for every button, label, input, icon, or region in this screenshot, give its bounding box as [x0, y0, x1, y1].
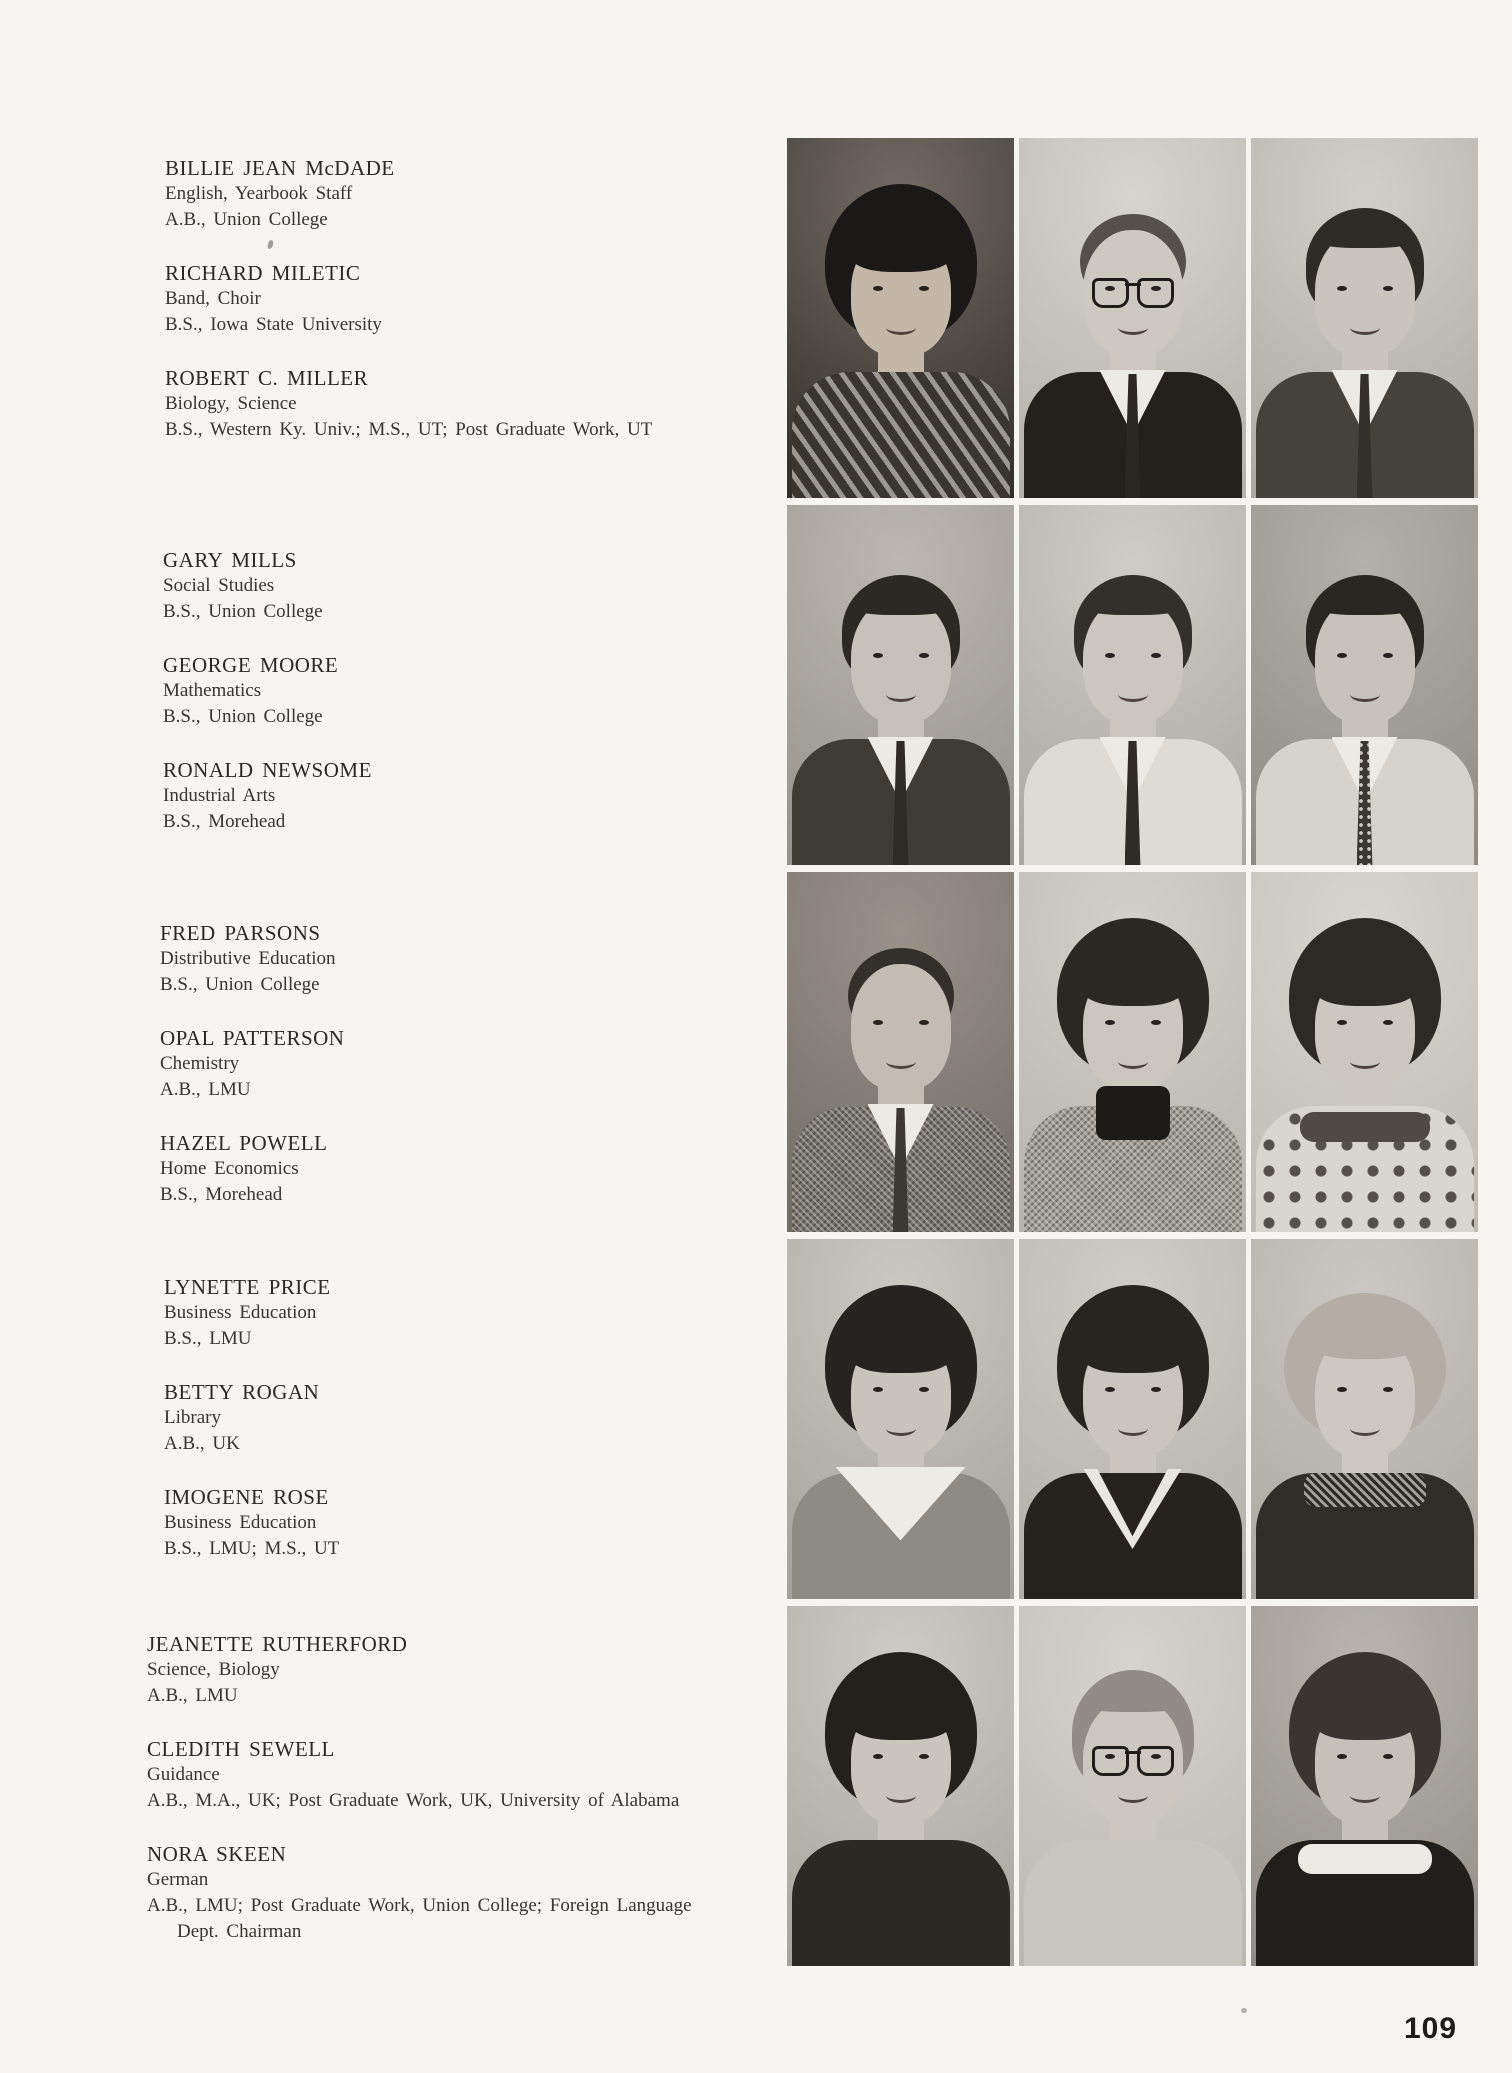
- faculty-entry: [163, 652, 372, 730]
- faculty-entry: [147, 1631, 692, 1709]
- photo-grid: [787, 138, 1478, 1966]
- portrait-photo: [787, 1606, 1014, 1966]
- mouth: [886, 1054, 916, 1069]
- faculty-credentials: B.S., Western Ky. Univ.; M.S., UT; Post Graduate Work, UT: [165, 419, 653, 440]
- right-eye: [1383, 286, 1393, 291]
- face-shape: [1083, 597, 1183, 723]
- mouth: [1350, 320, 1380, 335]
- faculty-subjects: Chemistry: [160, 1053, 240, 1074]
- left-eye: [1337, 653, 1347, 658]
- left-eye: [873, 286, 883, 291]
- collar-shape: [1304, 1473, 1426, 1507]
- right-eye: [919, 1387, 929, 1392]
- left-eye: [1337, 1020, 1347, 1025]
- faculty-name: BILLIE JEAN McDADE: [165, 156, 395, 180]
- portrait-photo: [1019, 1606, 1246, 1966]
- mouth: [1118, 687, 1148, 702]
- faculty-credentials: A.B., UK: [164, 1433, 240, 1454]
- mouth: [886, 320, 916, 335]
- faculty-subjects: Home Economics: [160, 1158, 299, 1179]
- portrait-photo: [1251, 1239, 1478, 1599]
- face-shape: [1083, 230, 1183, 356]
- faculty-name: GARY MILLS: [163, 548, 297, 572]
- face-shape: [1083, 964, 1183, 1090]
- faculty-credentials: B.S., Union College: [163, 706, 323, 727]
- faculty-entry: [147, 1736, 692, 1814]
- faculty-group: [164, 1274, 339, 1589]
- faculty-name: FRED PARSONS: [160, 921, 321, 945]
- faculty-credentials: B.S., Union College: [160, 974, 320, 995]
- left-eye: [873, 1754, 883, 1759]
- faculty-name: JEANETTE RUTHERFORD: [147, 1632, 408, 1656]
- faculty-entry: [164, 1379, 339, 1457]
- faculty-group: [163, 547, 372, 862]
- portrait-photo: [787, 505, 1014, 865]
- collar-shape: [1298, 1844, 1432, 1874]
- faculty-group: [147, 1631, 692, 1972]
- portrait-photo: [787, 138, 1014, 498]
- face-shape: [851, 1331, 951, 1457]
- faculty-credentials: B.S., Iowa State University: [165, 314, 382, 335]
- torso-shape: [1024, 1840, 1242, 1966]
- mouth: [1350, 1054, 1380, 1069]
- faculty-name: IMOGENE ROSE: [164, 1485, 329, 1509]
- faculty-subjects: Business Education: [164, 1302, 317, 1323]
- mouth: [1350, 1421, 1380, 1436]
- face-shape: [1315, 230, 1415, 356]
- faculty-credentials: A.B., M.A., UK; Post Graduate Work, UK, University of Alabama: [147, 1790, 680, 1811]
- right-eye: [1151, 1020, 1161, 1025]
- collar-shape: [1096, 1086, 1170, 1140]
- mouth: [1118, 1054, 1148, 1069]
- face-shape: [851, 964, 951, 1090]
- face-shape: [1315, 597, 1415, 723]
- faculty-name: NORA SKEEN: [147, 1842, 287, 1866]
- faculty-credentials-continued: Dept. Chairman: [177, 1921, 302, 1942]
- collar-shape: [1300, 1112, 1430, 1142]
- faculty-subjects: English, Yearbook Staff: [165, 183, 353, 204]
- portrait-photo: [1251, 505, 1478, 865]
- left-eye: [1337, 286, 1347, 291]
- faculty-subjects: Distributive Education: [160, 948, 336, 969]
- faculty-subjects: Industrial Arts: [163, 785, 276, 806]
- left-eye: [1105, 1020, 1115, 1025]
- faculty-name: OPAL PATTERSON: [160, 1026, 345, 1050]
- left-eye: [1105, 1387, 1115, 1392]
- mouth: [1350, 1788, 1380, 1803]
- mouth: [1118, 320, 1148, 335]
- faculty-entry: [164, 1274, 339, 1352]
- mouth: [886, 1788, 916, 1803]
- faculty-name: ROBERT C. MILLER: [165, 366, 369, 390]
- faculty-credentials: B.S., Morehead: [160, 1184, 283, 1205]
- right-eye: [1151, 1387, 1161, 1392]
- faculty-name: RICHARD MILETIC: [165, 261, 361, 285]
- glasses-icon: [1090, 278, 1176, 305]
- faculty-group: [160, 920, 344, 1235]
- face-shape: [1315, 1698, 1415, 1824]
- faculty-subjects: Mathematics: [163, 680, 262, 701]
- right-eye: [919, 286, 929, 291]
- right-eye: [1383, 1020, 1393, 1025]
- portrait-photo: [1019, 505, 1246, 865]
- face-shape: [851, 1698, 951, 1824]
- faculty-entry: [165, 155, 652, 233]
- right-eye: [1383, 1754, 1393, 1759]
- faculty-name: RONALD NEWSOME: [163, 758, 372, 782]
- faculty-subjects: Biology, Science: [165, 393, 297, 414]
- faculty-name: GEORGE MOORE: [163, 653, 339, 677]
- right-eye: [1383, 1387, 1393, 1392]
- left-eye: [1337, 1387, 1347, 1392]
- faculty-entry: [165, 365, 652, 443]
- faculty-entry: [147, 1841, 692, 1945]
- portrait-photo: [1019, 138, 1246, 498]
- mouth: [886, 1421, 916, 1436]
- face-shape: [1315, 964, 1415, 1090]
- faculty-credentials: B.S., LMU; M.S., UT: [164, 1538, 340, 1559]
- left-eye: [873, 1020, 883, 1025]
- faculty-credentials: A.B., LMU: [160, 1079, 251, 1100]
- left-eye: [873, 653, 883, 658]
- faculty-entry: [164, 1484, 339, 1562]
- right-eye: [919, 653, 929, 658]
- faculty-name: BETTY ROGAN: [164, 1380, 320, 1404]
- face-shape: [851, 597, 951, 723]
- mouth: [1118, 1788, 1148, 1803]
- faculty-credentials: A.B., Union College: [165, 209, 328, 230]
- right-eye: [919, 1754, 929, 1759]
- faculty-credentials: A.B., LMU: [147, 1685, 238, 1706]
- faculty-name: CLEDITH SEWELL: [147, 1737, 335, 1761]
- faculty-credentials: A.B., LMU; Post Graduate Work, Union College; Foreign Language: [147, 1895, 692, 1916]
- portrait-photo: [1251, 872, 1478, 1232]
- faculty-name: LYNETTE PRICE: [164, 1275, 331, 1299]
- faculty-credentials: B.S., Union College: [163, 601, 323, 622]
- right-eye: [1383, 653, 1393, 658]
- faculty-group: [165, 155, 652, 470]
- left-eye: [1337, 1754, 1347, 1759]
- portrait-photo: [787, 1239, 1014, 1599]
- glasses-icon: [1090, 1746, 1176, 1773]
- mouth: [1118, 1421, 1148, 1436]
- portrait-photo: [1251, 1606, 1478, 1966]
- face-shape: [851, 230, 951, 356]
- portrait-photo: [1019, 1239, 1246, 1599]
- face-shape: [1083, 1331, 1183, 1457]
- face-shape: [1083, 1698, 1183, 1824]
- faculty-subjects: Library: [164, 1407, 221, 1428]
- faculty-subjects: German: [147, 1869, 209, 1890]
- portrait-photo: [1019, 872, 1246, 1232]
- faculty-credentials: B.S., LMU: [164, 1328, 252, 1349]
- faculty-subjects: Band, Choir: [165, 288, 261, 309]
- faculty-entry: [160, 1025, 344, 1103]
- torso-shape: [1024, 1473, 1242, 1599]
- faculty-credentials: B.S., Morehead: [163, 811, 286, 832]
- faculty-entry: [163, 547, 372, 625]
- torso-shape: [792, 372, 1010, 498]
- faculty-subjects: Social Studies: [163, 575, 275, 596]
- faculty-entry: [160, 920, 344, 998]
- left-eye: [873, 1387, 883, 1392]
- page-number: 109: [1404, 2012, 1458, 2045]
- faculty-subjects: Guidance: [147, 1764, 220, 1785]
- right-eye: [919, 1020, 929, 1025]
- faculty-entry: [163, 757, 372, 835]
- faculty-entry: [165, 260, 652, 338]
- torso-shape: [792, 1840, 1010, 1966]
- left-eye: [1105, 653, 1115, 658]
- mouth: [1350, 687, 1380, 702]
- right-eye: [1151, 653, 1161, 658]
- faculty-subjects: Business Education: [164, 1512, 317, 1533]
- faculty-name: HAZEL POWELL: [160, 1131, 328, 1155]
- print-speck: [1241, 2008, 1247, 2013]
- face-shape: [1315, 1331, 1415, 1457]
- faculty-entry: [160, 1130, 344, 1208]
- portrait-photo: [1251, 138, 1478, 498]
- mouth: [886, 687, 916, 702]
- faculty-subjects: Science, Biology: [147, 1659, 280, 1680]
- portrait-photo: [787, 872, 1014, 1232]
